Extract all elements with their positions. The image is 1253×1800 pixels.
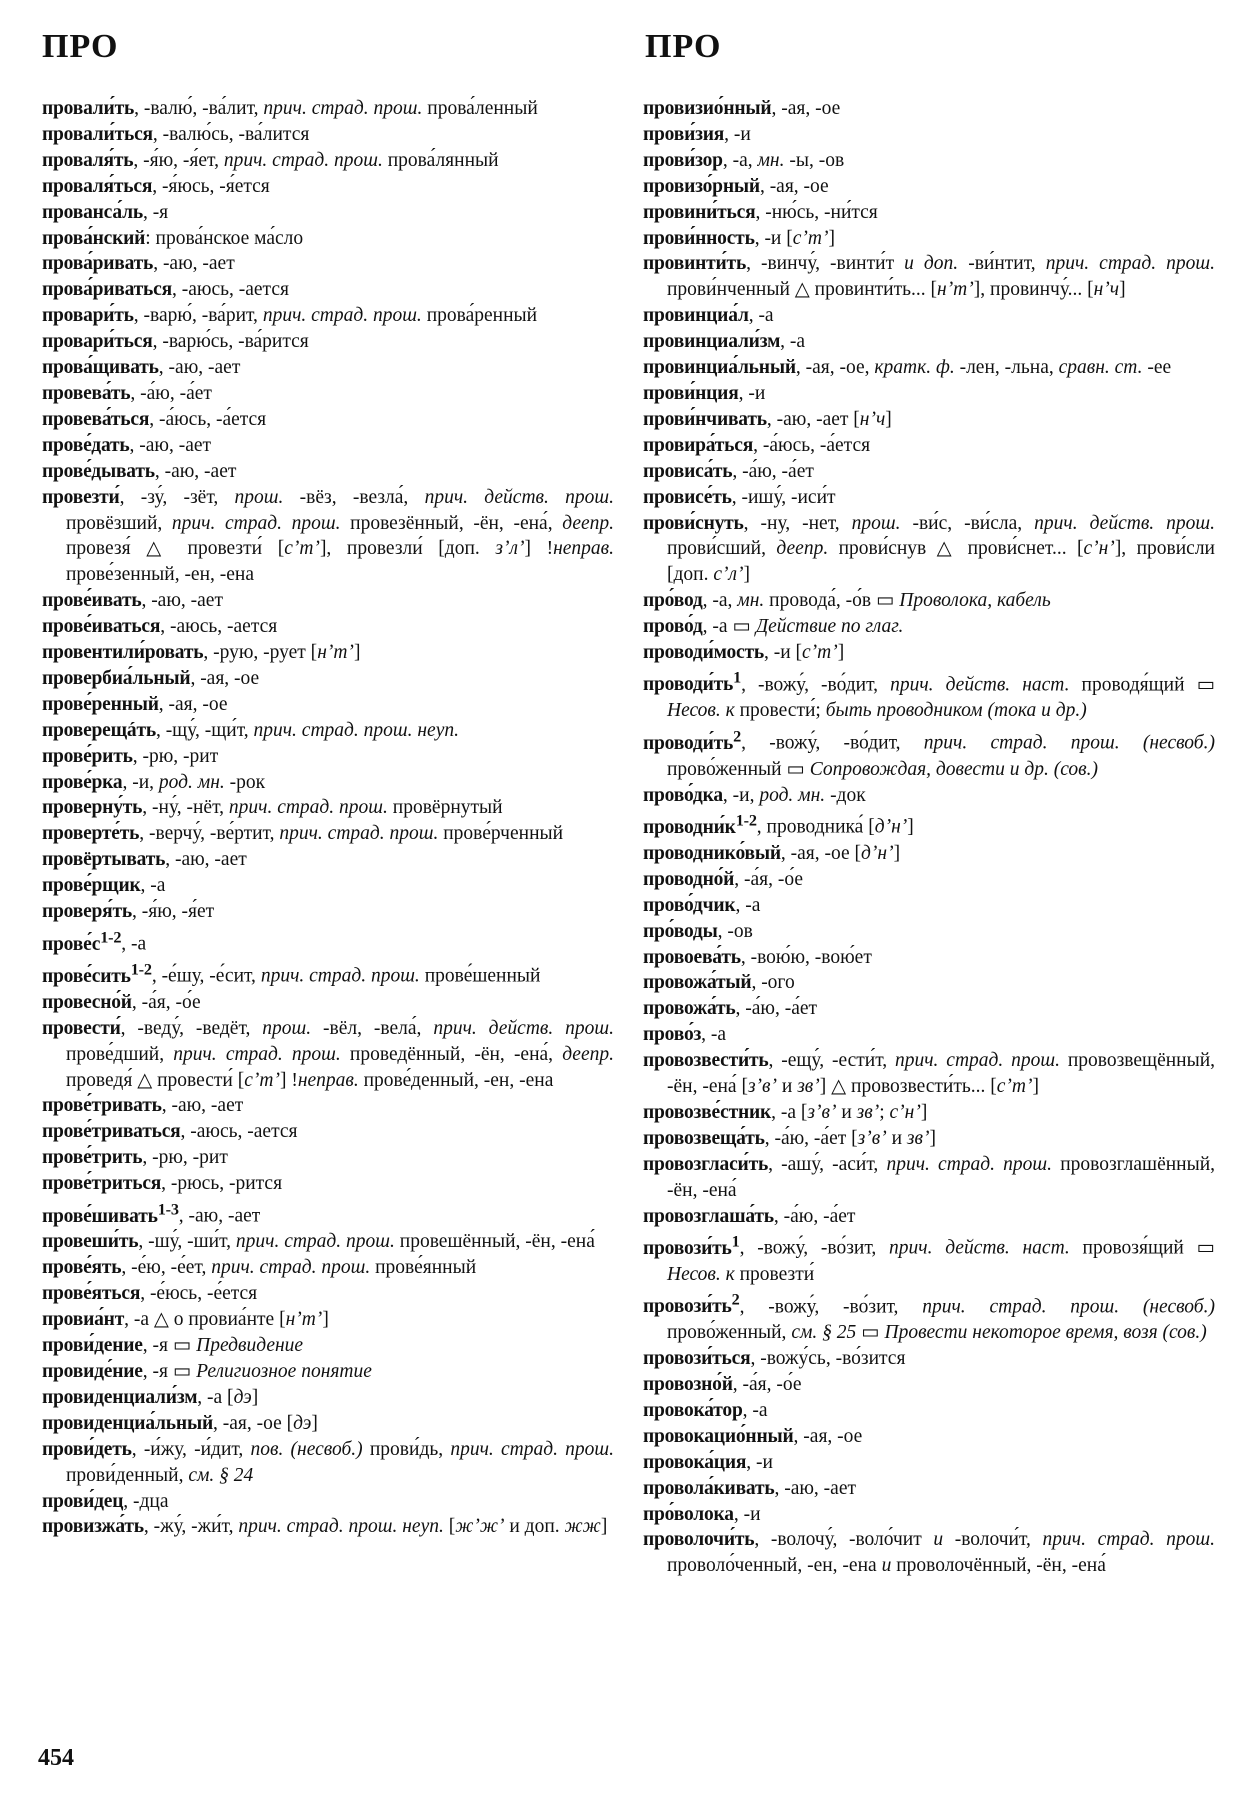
dictionary-entry: провинциа́л, -а <box>643 305 774 327</box>
dictionary-entry: прове́ренный, -ая, -ое <box>42 693 228 715</box>
dictionary-entry: провева́ться, -а́юсь, -а́ется <box>42 408 267 430</box>
dictionary-entry: провока́ция, -и <box>643 1451 773 1473</box>
dictionary-entry: прове́трить, -рю, -рит <box>42 1147 228 1169</box>
dictionary-entry: провева́ть, -а́ю, -а́ет <box>42 382 212 404</box>
dictionary-entry: про́волока, -и <box>643 1503 761 1525</box>
dictionary-entry: провизио́нный, -ая, -ое <box>643 98 841 119</box>
dictionary-entry: $проводни́к^{1-2}$, проводника́ [дʼнʼ] <box>643 811 914 838</box>
dictionary-entry: провербиа́льный, -ая, -ое <box>42 667 260 689</box>
dictionary-entry: провини́ться, -ню́сь, -ни́тся <box>643 201 878 223</box>
dictionary-entry: проводно́й, -а́я, -о́е <box>643 868 803 890</box>
dictionary-entry: прова́риваться, -аюсь, -ается <box>42 279 289 301</box>
dictionary-entry: про́вод, -а, мн. провода́, -о́в ▭ Проволока, кабель <box>643 590 1051 612</box>
dictionary-entry: прове́рка, -и, род. мн. -рок <box>42 771 266 793</box>
dictionary-entry: провиде́ние, -я ▭ Религиозное понятие <box>42 1361 372 1382</box>
dictionary-entry: провести́, -веду́, -ведёт, прош. -вёл, -вела́, прич. действ. прош. прове́дший, прич. страд. прош. проведённый, -ён, -ена́, деепр. проведя́ △ провести́ [сʼтʼ] !неправ. прове́денный, -ен, -ена <box>42 1017 614 1091</box>
dictionary-entry: провиденциа́льный, -ая, -ое [дэ] <box>42 1412 318 1434</box>
dictionary-entry: провира́ться, -а́юсь, -а́ется <box>643 434 871 456</box>
dictionary-entry: $проводи́ть^1$, -вожу́, -во́дит, прич. действ. наст. проводя́щий ▭ Несов. к провести́; быть проводником (тока и др.) <box>643 668 1215 722</box>
dictionary-entry: проверя́ть, -я́ю, -я́ет <box>42 901 215 923</box>
dictionary-entry: провали́ться, -валю́сь, -ва́лится <box>42 123 310 145</box>
dictionary-entry: прове́рить, -рю, -рит <box>42 745 219 767</box>
dictionary-entry: прове́сить$^{1-2}$, -е́шу, -е́сит, прич. страд. прош. прове́шенный <box>42 960 541 987</box>
dictionary-entry: прова́щивать, -аю, -ает <box>42 357 241 379</box>
dictionary-entry: провиса́ть, -а́ю, -а́ет <box>643 460 814 482</box>
dictionary-entry: провисе́ть, -ишу́, -иси́т <box>643 486 836 508</box>
dictionary-entry: проверте́ть, -верчу́, -ве́ртит, прич. страд. прош. прове́рченный <box>42 823 564 845</box>
dictionary-entry: провентили́ровать, -рую, -рует [нʼтʼ] <box>42 642 361 664</box>
dictionary-entry: проверещáть, -щу́, -щи́т, прич. страд. прош. неуп. <box>42 719 459 741</box>
dictionary-entry: провозно́й, -а́я, -о́е <box>643 1374 802 1395</box>
dictionary-entry: провожа́ть, -а́ю, -а́ет <box>643 998 818 1020</box>
running-head-left: ПРО <box>42 28 119 65</box>
dictionary-entry: прови́нция, -и <box>643 382 766 404</box>
dictionary-entry: провизо́рный, -ая, -ое <box>643 175 829 197</box>
dictionary-entry: провезти́, -зу́, -зёт, прош. -вёз, -везла́, прич. действ. прош. провёзший, прич. страд. прош. провезённый, -ён, -ена́, деепр. провезя́ △ провезти́ [сʼтʼ], провезли́ [доп. зʼлʼ] !неправ. прове́зенный, -ен, -ена <box>42 486 615 586</box>
dictionary-entry: прове́яться, -е́юсь, -е́ется <box>42 1283 258 1305</box>
left-column <box>42 96 614 1540</box>
dictionary-entry: $прове́с^{1-2}$, -а <box>42 928 147 955</box>
dictionary-entry: провинциали́зм, -а <box>643 331 806 353</box>
dictionary-entry: проводнико́вый, -ая, -ое [дʼнʼ] <box>643 842 901 864</box>
dictionary-entry: прово́д, -а ▭ Действие по глаг. <box>643 616 904 638</box>
dictionary-entry: провеши́ть, -шу́, -ши́т, прич. страд. прош. провешённый, -ён, -ена́ <box>42 1231 595 1253</box>
dictionary-entry: провиденциали́зм, -а [дэ] <box>42 1386 259 1408</box>
dictionary-entry: прове́рщик, -а <box>42 875 166 897</box>
dictionary-entry: прови́зия, -и <box>643 123 751 145</box>
dictionary-entry: провозвеща́ть, -а́ю, -а́ет [зʼвʼ и звʼ] <box>643 1127 936 1149</box>
dictionary-entry: прове́иваться, -аюсь, -ается <box>42 616 278 638</box>
dictionary-entry: $провози́ть^2$, -вожу́, -во́зит, прич. страд. прош. (несвоб.) прово́женный, см. § 25 ▭ Провести некоторое время, возя (сов.) <box>643 1290 1215 1344</box>
dictionary-entry: провозглаша́ть, -а́ю, -а́ет <box>643 1205 856 1227</box>
dictionary-entry: провока́тор, -а <box>643 1399 768 1421</box>
dictionary-entry: провозве́стник, -а [зʼвʼ и звʼ; сʼнʼ] <box>643 1101 928 1123</box>
dictionary-entry: $провози́ть^1$, -вожу́, -во́зит, прич. действ. наст. провозя́щий ▭ Несов. к провезти́ <box>643 1232 1215 1285</box>
dictionary-entry: прове́триться, -рюсь, -рится <box>42 1173 283 1195</box>
dictionary-entry: прове́шивать$^{1-3}$, -аю, -ает <box>42 1200 261 1227</box>
dictionary-entry: провинциа́льный, -ая, -ое, кратк. ф. -лен, -льна, сравн. ст. -ее <box>643 357 1172 379</box>
dictionary-entry: провинти́ть, -винчу́, -винти́т и доп. -ви́нтит, прич. страд. прош. прови́нченный △ провинти́ть... [нʼтʼ], провинчу́... [нʼч] <box>643 253 1216 301</box>
dictionary-entry: прове́ять, -е́ю, -е́ет, прич. страд. прош. прове́янный <box>42 1257 477 1279</box>
dictionary-entry: провари́ть, -варю́, -ва́рит, прич. страд. прош. прова́ренный <box>42 305 538 327</box>
dictionary-entry: провесно́й, -а́я, -о́е <box>42 991 201 1013</box>
dictionary-entry: прове́триваться, -аюсь, -ается <box>42 1121 298 1143</box>
dictionary-entry: провоева́ть, -вою́ю, -вою́ет <box>643 946 872 968</box>
dictionary-entry: прове́дывать, -аю, -ает <box>42 460 237 482</box>
dictionary-entry: провозгласи́ть, -ашу́, -аси́т, прич. страд. прош. провозглашённый, -ён, -ена́ <box>643 1153 1216 1201</box>
dictionary-entry: провари́ться, -варю́сь, -ва́рится <box>42 331 309 353</box>
dictionary-entry: прове́дать, -аю, -ает <box>42 434 212 456</box>
dictionary-entry: провокацио́нный, -ая, -ое <box>643 1425 863 1447</box>
dictionary-entry: прове́тривать, -аю, -ает <box>42 1095 244 1117</box>
dictionary-entry: проволочи́ть, -волочу́, -воло́чит и -волочи́т, прич. страд. прош. проволо́ченный, -ен, -ена и проволочённый, -ён, -ена́ <box>643 1529 1215 1577</box>
dictionary-entry: провозвести́ть, -ещу́, -ести́т, прич. страд. прош. провозвещённый, -ён, -ена́ [зʼвʼ и звʼ] △ провозвести́ть... [сʼтʼ] <box>643 1050 1216 1098</box>
dictionary-entry: провози́ться, -вожу́сь, -во́зится <box>643 1348 906 1370</box>
dictionary-entry: прово́дка, -и, род. мн. -док <box>643 784 866 806</box>
dictionary-entry: провизжа́ть, -жу́, -жи́т, прич. страд. прош. неуп. [жʼжʼ и доп. жж] <box>42 1516 608 1538</box>
dictionary-entry: прови́нчивать, -аю, -ает [нʼч] <box>643 408 892 430</box>
dictionary-entry: $проводи́ть^2$, -вожу́, -во́дит, прич. страд. прош. (несвоб.) прово́женный ▭ Сопровождая, довести и др. (сов.) <box>643 727 1215 780</box>
running-head-right: ПРО <box>645 28 722 65</box>
dictionary-entry: провёртывать, -аю, -ает <box>42 849 247 871</box>
dictionary-entry: прови́дец, -дца <box>42 1490 169 1512</box>
dictionary-entry: прови́дение, -я ▭ Предвидение <box>42 1335 304 1357</box>
dictionary-entry: прово́з, -а <box>643 1024 727 1046</box>
dictionary-entry: провожа́тый, -ого <box>643 972 795 994</box>
dictionary-entry: прови́деть, -и́жу, -и́дит, пов. (несвоб.) прови́дь, прич. страд. прош. прови́денный, см. § 24 <box>42 1438 614 1486</box>
dictionary-entry: прове́ивать, -аю, -ает <box>42 590 223 612</box>
right-column <box>643 96 1215 1579</box>
dictionary-entry: прова́ривать, -аю, -ает <box>42 253 235 275</box>
page-number: 454 <box>38 1745 74 1771</box>
dictionary-entry: про́воды, -ов <box>643 920 753 942</box>
dictionary-entry: прованса́ль, -я <box>42 201 169 223</box>
dictionary-entry: проводи́мость, -и [сʼтʼ] <box>643 642 845 664</box>
dictionary-entry: проваля́ть, -я́ю, -я́ет, прич. страд. прош. прова́лянный <box>42 149 499 171</box>
dictionary-entry: проваля́ться, -я́юсь, -я́ется <box>42 175 270 197</box>
dictionary-entry: проверну́ть, -ну́, -нёт, прич. страд. прош. провёрнутый <box>42 797 503 819</box>
dictionary-entry: провиа́нт, -а △ о провиа́нте [нʼтʼ] <box>42 1309 329 1331</box>
dictionary-entry: провола́кивать, -аю, -ает <box>643 1477 857 1499</box>
dictionary-entry: прови́зор, -а, мн. -ы, -ов <box>643 149 845 171</box>
dictionary-entry: провали́ть, -валю́, -ва́лит, прич. страд. прош. прова́ленный <box>42 98 538 119</box>
dictionary-entry: прово́дчик, -а <box>643 894 761 916</box>
dictionary-entry: прови́снуть, -ну, -нет, прош. -ви́с, -ви́сла, прич. действ. прош. прови́сший, деепр. прови́снув △ прови́снет... [сʼнʼ], прови́сли [доп. сʼлʼ] <box>643 512 1215 586</box>
dictionary-entry: прова́нский: прова́нское ма́сло <box>42 227 304 249</box>
dictionary-entry: прови́нность, -и [сʼтʼ] <box>643 227 835 249</box>
